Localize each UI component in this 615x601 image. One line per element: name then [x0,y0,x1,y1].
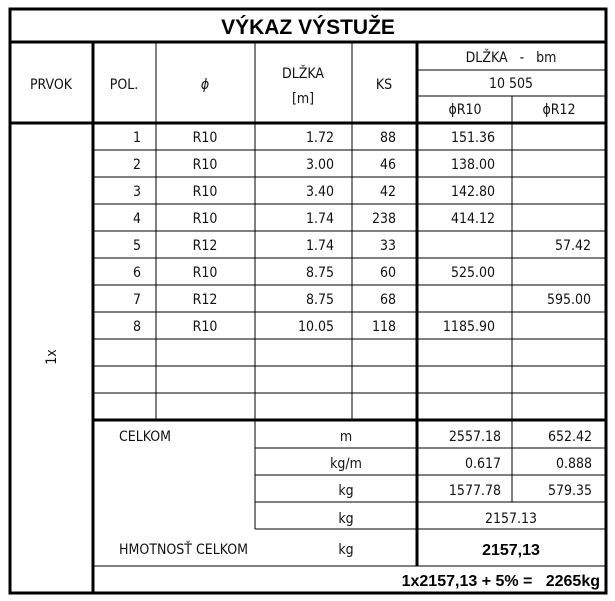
hmotnost-unit: kg [338,542,354,558]
summary-row [338,483,592,499]
count-cell: 68 [379,292,396,308]
summary-unit: m [339,429,353,445]
r10-length-cell: 1185.90 [442,319,495,335]
summary-unit: kg/m [330,456,362,472]
count-cell: 46 [379,157,396,173]
length-cell: 1.72 [305,130,334,146]
prvok-value: 1x [44,349,60,365]
length-cell: 8.75 [305,265,334,281]
length-cell: 10.05 [297,319,334,335]
header-col-r12: ϕR12 [542,102,576,118]
pol-cell: 5 [132,238,141,254]
r10-length-cell: 151.36 [450,130,495,146]
count-cell: 238 [371,211,396,227]
length-cell: 3.00 [305,157,334,173]
pol-cell: 7 [132,292,141,308]
summary-lines [330,429,592,499]
header-diameter: ϕ [200,77,210,93]
table-row [133,157,495,173]
table-title: VÝKAZ VÝSTUŽE [221,16,395,39]
header-steel-grade: 10 505 [488,76,534,92]
diameter-cell: R12 [192,292,218,308]
celkom-label: CELKOM [119,429,172,445]
diameter-cell: R10 [192,130,218,146]
summary-row [340,429,592,445]
count-cell: 33 [379,238,396,254]
r12-length-cell: 595.00 [546,292,591,308]
summary-r10: 0.617 [464,456,501,472]
diameter-cell: R10 [192,319,218,335]
table-row [133,319,495,335]
hmotnost-value: 2157,13 [482,542,540,559]
diameter-cell: R10 [192,211,218,227]
count-cell: 118 [371,319,396,335]
hmotnost-label: HMOTNOSŤ CELKOM [119,542,249,558]
summary-r12: 652.42 [547,429,592,445]
count-cell: 88 [379,130,396,146]
r10-length-cell: 414.12 [450,211,495,227]
summary-unit: kg [338,483,354,499]
header-dlzka: DLŽKA [282,66,324,82]
length-cell: 1.74 [305,211,334,227]
header-dlzka-bm: DLŽKA - bm [465,50,557,66]
r10-length-cell: 138.00 [450,157,495,173]
r10-length-cell: 525.00 [450,265,495,281]
count-cell: 42 [379,184,396,200]
table-row [133,211,495,227]
total-kg-unit: kg [338,511,354,527]
count-cell: 60 [379,265,396,281]
summary-r10: 2557.18 [448,429,501,445]
table-row [133,184,495,200]
header-col-r10: ϕR10 [448,102,482,118]
table-row [133,265,495,281]
summary-r12: 579.35 [547,483,592,499]
table-row [133,130,495,146]
r12-length-cell: 57.42 [554,238,591,254]
summary-r12: 0.888 [555,456,592,472]
pol-cell: 1 [132,130,141,146]
table-row [133,292,591,308]
r10-length-cell: 142.80 [450,184,495,200]
table-row [133,238,591,254]
pol-cell: 2 [132,157,141,173]
header-dlzka-unit: [m] [291,91,315,107]
diameter-cell: R10 [192,184,218,200]
summary-row [330,456,592,472]
diameter-cell: R12 [192,238,218,254]
header-prvok: PRVOK [29,77,73,93]
pol-cell: 3 [132,184,141,200]
pol-cell: 6 [132,265,141,281]
total-kg-value: 2157.13 [484,511,538,527]
diameter-cell: R10 [192,157,218,173]
summary-r10: 1577.78 [448,483,501,499]
pol-cell: 4 [132,211,141,227]
header-pol: POL. [109,77,139,93]
length-cell: 1.74 [305,238,334,254]
final-total: 1x2157,13 + 5% = 2265kg [401,573,600,590]
pol-cell: 8 [132,319,141,335]
length-cell: 8.75 [305,292,334,308]
header-ks: KS [375,77,393,93]
diameter-cell: R10 [192,265,218,281]
data-rows [133,130,591,335]
length-cell: 3.40 [305,184,334,200]
